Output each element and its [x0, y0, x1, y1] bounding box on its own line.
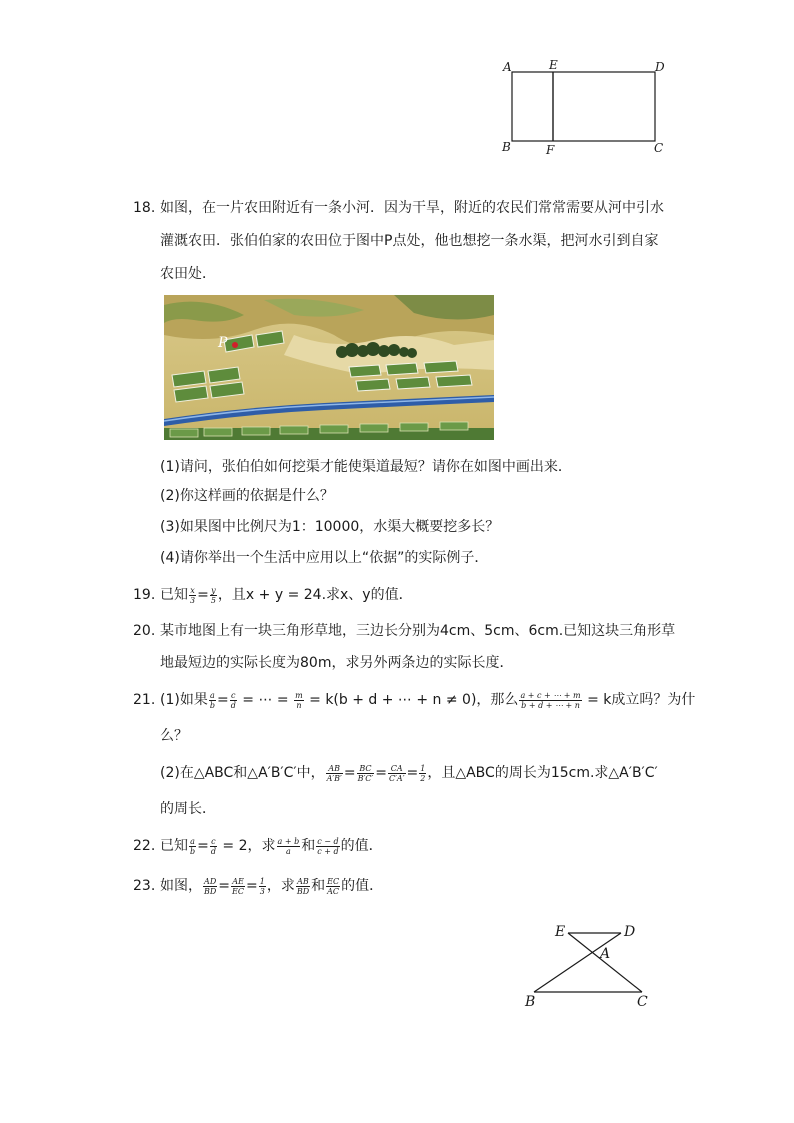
q18-text-line3: 农田处．: [160, 266, 216, 282]
q21-frac-sum: $\frac{a + c + \cdots + m}{b + d + \cdots + n}$: [520, 690, 581, 710]
q22-frac-cd: $\frac{c}{d}$: [210, 836, 216, 856]
q21-part1: (1)如果 $\frac{a}{b}$ = $\frac{c}{d}$ = ⋯ = $\frac{m}{n}$ = k(b + d + ⋯ + n ≠ 0)，那么 $\frac{a + c + \cdots + m}{b + d + \cdots + n}$ = k成立吗？为什: [160, 690, 696, 710]
label-C2: C: [637, 994, 648, 1010]
q18-sub4: (4)请你举出一个生活中应用以上“依据”的实际例子．: [160, 550, 489, 566]
q23-text: 如图， $\frac{AD}{BD}$ = $\frac{AE}{EC}$ = $\frac{1}{3}$ ，求 $\frac{AB}{BD}$ 和 $\frac{EC}{AC}$ 的值．: [160, 876, 384, 896]
q23-frac-AE-EC: $\frac{AE}{EC}$: [232, 876, 244, 896]
label-C: C: [654, 141, 664, 155]
q21-frac-BC: $\frac{BC}{B'C'}$: [357, 763, 374, 783]
q19-text: [160, 585, 413, 605]
q18-sub1: (1)请问，张伯伯如何挖渠才能使渠道最短？请你在如图中画出来．: [160, 459, 572, 475]
q23-pre: 如图，: [160, 878, 202, 894]
q19-number: 19.: [133, 587, 156, 603]
q19-post: ，且x + y = 24.求x、y的值．: [217, 587, 413, 603]
q23-frac-EC-AC: $\frac{EC}{AC}$: [327, 876, 340, 896]
label-B2: B: [525, 994, 536, 1010]
q21-part2: (2)在△ABC和△A′B′C′中， $\frac{AB}{A'B'}$ = $\frac{BC}{B'C'}$ = $\frac{CA}{C'A'}$ = $\frac{1}{2}$ ，且△ABC的周长为15cm.求△A′B′C′: [160, 763, 658, 783]
q18-number: 18.: [133, 200, 156, 216]
q21-p1-pre: (1)如果: [160, 692, 208, 708]
q21-frac-cd: $\frac{c}{d}$: [230, 690, 236, 710]
label-A2: A: [600, 946, 611, 962]
q20-text-line2: 地最短边的实际长度为80m，求另外两条边的实际长度．: [160, 655, 514, 671]
map-label-p: P: [218, 335, 228, 351]
q22-text: 已知 $\frac{a}{b}$ = $\frac{c}{d}$ = 2，求 $\frac{a + b}{a}$ 和 $\frac{c - d}{c + d}$ 的值．: [160, 836, 383, 856]
q21-p2-post: ，且△ABC的周长为15cm.求△A′B′C′: [427, 765, 658, 781]
q22-frac-cmd-cpd: $\frac{c - d}{c + d}$: [317, 836, 339, 856]
q22-and: 和: [301, 838, 316, 854]
q18-sub3: (3)如果图中比例尺为1：10000，水渠大概要挖多长？: [160, 519, 500, 535]
label-D: D: [655, 60, 665, 74]
label-A: A: [503, 60, 512, 74]
q22-number: 22.: [133, 838, 156, 854]
q23-and: 和: [311, 878, 326, 894]
label-F: F: [546, 143, 555, 157]
q23-mid: ，求: [266, 878, 295, 894]
q23-frac-AB-BD: $\frac{AB}{BD}$: [296, 876, 310, 896]
label-B: B: [502, 140, 511, 154]
rectangle-figure: [496, 56, 676, 160]
q22-post: 的值．: [340, 838, 383, 854]
label-E2: E: [555, 924, 566, 940]
q19-frac-y5: $\frac{y}{5}$: [210, 585, 216, 605]
q23-post: 的值．: [341, 878, 384, 894]
farmland-river-illustration: [164, 295, 494, 440]
q20-number: 20.: [133, 623, 156, 639]
q22-pre: 已知: [160, 838, 188, 854]
q22-frac-ab: $\frac{a}{b}$: [190, 836, 196, 856]
q21-frac-half: $\frac{1}{2}$: [420, 763, 426, 783]
q23-frac-AD-BD: $\frac{AD}{BD}$: [204, 876, 217, 896]
q21-frac-ab: $\frac{a}{b}$: [209, 690, 215, 710]
q18-text-line1: 如图，在一片农田附近有一条小河．因为干旱，附近的农民们常常需要从河中引水: [160, 200, 664, 216]
q21-part2-line2: 的周长．: [160, 801, 216, 817]
label-E: E: [549, 58, 558, 72]
q19-eq: =: [197, 587, 209, 603]
q22-eq2: = 2，求: [217, 838, 276, 854]
q21-frac-AB: $\frac{AB}{A'B'}$: [326, 763, 342, 783]
q21-p2-pre: (2)在△ABC和△A′B′C′中，: [160, 765, 325, 781]
q21-number: 21.: [133, 692, 156, 708]
q23-number: 23.: [133, 878, 156, 894]
triangle-figure: [520, 918, 670, 1013]
q19-pre: 已知: [160, 587, 188, 603]
point-p-marker: [232, 342, 238, 348]
q21-frac-mn: $\frac{m}{n}$: [295, 690, 303, 710]
q20-text-line1: 某市地图上有一块三角形草地，三边长分别为4cm、5cm、6cm.已知这块三角形草: [160, 623, 676, 639]
q22-frac-apb-a: $\frac{a + b}{a}$: [277, 836, 300, 856]
label-D2: D: [624, 924, 636, 940]
q19-frac-x3: $\frac{x}{3}$: [190, 585, 196, 605]
q21-p1-post: = k成立吗？为什: [582, 692, 696, 708]
q21-frac-CA: $\frac{CA}{C'A'}$: [388, 763, 405, 783]
q18-text-line2: 灌溉农田．张伯伯家的农田位于图中P点处，他也想挖一条水渠，把河水引到自家: [160, 233, 659, 249]
q21-p1-mid: = ⋯ =: [237, 692, 294, 708]
q18-sub2: (2)你这样画的依据是什么？: [160, 488, 334, 504]
q21-p1-eq: = k(b + d + ⋯ + n ≠ 0)，那么: [304, 692, 519, 708]
q21-part1-line2: 么？: [160, 728, 188, 744]
q23-frac-third: $\frac{1}{3}$: [259, 876, 265, 896]
